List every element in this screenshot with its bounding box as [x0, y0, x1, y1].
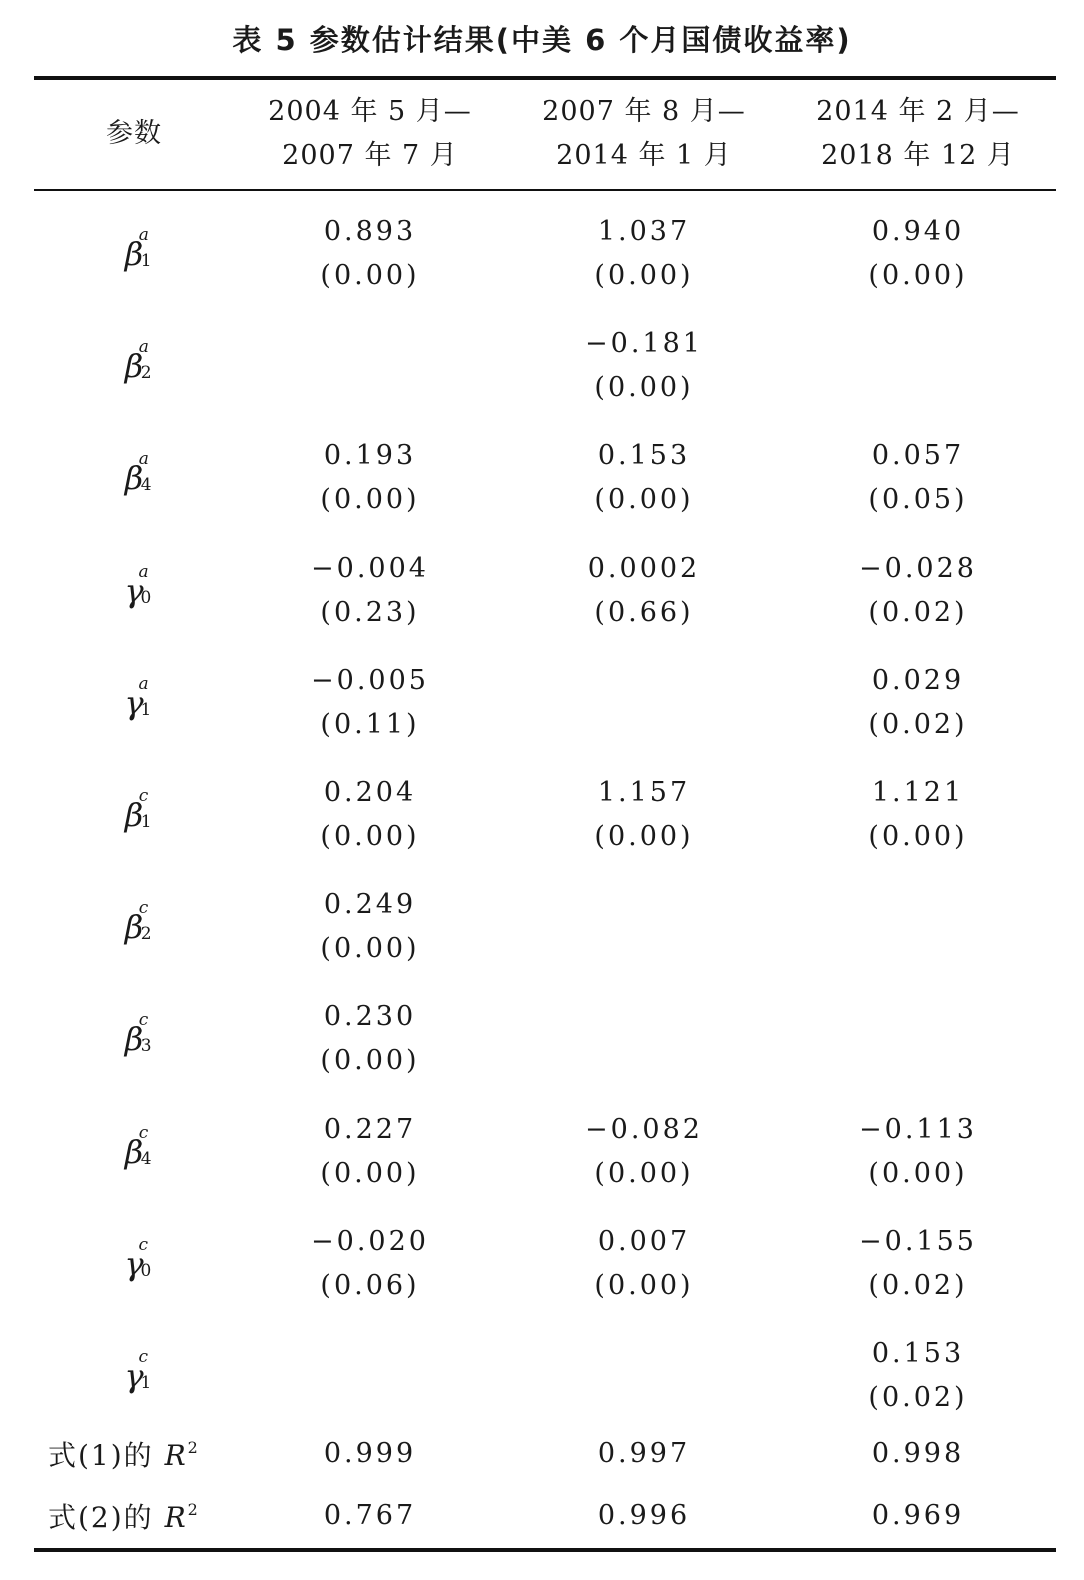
header-period-2-end: 2014 年 1 月: [556, 140, 732, 171]
param-symbol: [34, 198, 234, 310]
param-symbol-base: γ: [124, 1244, 144, 1283]
coefficient-value: −0.113: [859, 1113, 977, 1145]
param-symbol-subscript: 1: [140, 812, 152, 832]
coefficient-value: −0.028: [859, 552, 977, 584]
r-squared-2-value-2: 0.996: [597, 1500, 691, 1531]
param-symbol-superscript: a: [138, 225, 149, 245]
param-row: [34, 983, 1056, 1095]
param-symbol-subscript: 2: [140, 924, 152, 945]
estimate-cell: [236, 434, 504, 522]
p-value: (0.00): [320, 933, 420, 965]
param-symbol: [34, 871, 234, 983]
estimate-cell: [236, 995, 504, 1083]
header-period-1-start: 2004 年 5 月—: [268, 96, 472, 127]
coefficient-value: 1.037: [597, 216, 691, 247]
estimate-cell: [784, 434, 1052, 522]
estimate-cell: [510, 210, 778, 298]
param-symbol: [34, 759, 234, 871]
param-row: [34, 759, 1056, 871]
estimate-cell: [510, 1220, 778, 1308]
param-symbol-base: γ: [124, 1357, 144, 1395]
param-row: [34, 1320, 1056, 1432]
param-symbol-base: γ: [124, 683, 144, 722]
p-value: (0.00): [320, 484, 420, 516]
param-row: [34, 422, 1056, 534]
p-value: (0.00): [594, 260, 694, 291]
estimate-cell: [510, 547, 778, 635]
coefficient-value: 0.940: [871, 216, 965, 247]
param-symbol-subscript: 1: [140, 699, 152, 720]
coefficient-value: 0.007: [597, 1225, 691, 1257]
r-squared-1-value-3: 0.998: [871, 1438, 965, 1469]
coefficient-value: 0.153: [597, 440, 691, 472]
coefficient-value: 0.057: [871, 440, 965, 472]
param-symbol-superscript: a: [138, 673, 149, 694]
coefficient-value: 0.249: [323, 889, 417, 921]
param-symbol-base: γ: [124, 571, 144, 610]
p-value: (0.00): [868, 821, 968, 852]
param-symbol-subscript: 1: [140, 1373, 152, 1393]
header-period-1-end: 2007 年 7 月: [282, 140, 458, 171]
coefficient-value: 1.157: [597, 777, 691, 808]
p-value: (0.00): [594, 484, 694, 516]
param-symbol-superscript: c: [138, 786, 149, 806]
r-squared-label-1: 式(1)的 $R^2$: [48, 1438, 200, 1472]
r-squared-row-1: [34, 1426, 1056, 1486]
param-symbol-subscript: 0: [140, 587, 152, 608]
p-value: (0.00): [594, 1269, 694, 1301]
coefficient-value: 0.0002: [587, 552, 701, 584]
param-symbol-superscript: c: [138, 1234, 148, 1255]
param-symbol-subscript: 3: [140, 1036, 152, 1057]
param-symbol: [34, 1096, 234, 1208]
coefficient-value: −0.082: [585, 1113, 703, 1145]
estimate-cell: [236, 659, 504, 747]
r-squared-1-value-2: 0.997: [597, 1438, 691, 1469]
param-row: [34, 535, 1056, 647]
p-value: (0.02): [868, 596, 968, 628]
header-period-3-start: 2014 年 2 月—: [816, 96, 1020, 127]
param-row: [34, 871, 1056, 983]
coefficient-value: 0.230: [323, 1001, 417, 1033]
estimate-cell: [784, 1108, 1052, 1196]
estimate-cell: [784, 1220, 1052, 1308]
p-value: (0.00): [320, 260, 420, 291]
header-rule: [34, 189, 1056, 191]
coefficient-value: 0.893: [323, 216, 417, 247]
coefficient-value: 1.121: [871, 777, 965, 808]
header-period-1: [236, 90, 504, 178]
param-row: [34, 647, 1056, 759]
param-symbol-base: β: [124, 908, 144, 947]
header-period-2: [510, 90, 778, 178]
table-title: 表 5 参数估计结果(中美 6 个月国债收益率): [232, 23, 852, 57]
coefficient-value: 0.204: [323, 777, 417, 808]
coefficient-value: 0.029: [871, 664, 965, 696]
coefficient-value: −0.181: [585, 328, 703, 360]
param-symbol-subscript: 0: [140, 1260, 152, 1281]
estimate-cell: [510, 434, 778, 522]
r-squared-2-value-3: 0.969: [871, 1500, 965, 1531]
p-value: (0.00): [320, 1045, 420, 1077]
estimate-cell: [236, 547, 504, 635]
p-value: (0.00): [868, 260, 968, 291]
param-symbol: [34, 422, 234, 534]
param-row: [34, 198, 1056, 310]
header-period-2-start: 2007 年 8 月—: [542, 96, 746, 127]
r-squared-row-2: [34, 1488, 1056, 1548]
param-row: [34, 1096, 1056, 1208]
estimate-cell: [236, 883, 504, 971]
header-param: 参数: [106, 118, 162, 149]
param-symbol: [34, 535, 234, 647]
p-value: (0.05): [868, 484, 968, 516]
estimate-cell: [236, 1108, 504, 1196]
param-symbol: [34, 983, 234, 1095]
p-value: (0.00): [594, 821, 694, 852]
p-value: (0.02): [868, 1382, 968, 1413]
param-symbol-base: β: [124, 347, 144, 386]
estimate-cell: [784, 210, 1052, 298]
p-value: (0.23): [320, 596, 420, 628]
p-value: (0.00): [868, 1157, 968, 1189]
param-row: [34, 1208, 1056, 1320]
coefficient-value: −0.155: [859, 1225, 977, 1257]
param-symbol-base: β: [124, 796, 144, 834]
param-symbol-superscript: a: [138, 337, 149, 358]
param-symbol: [34, 310, 234, 422]
param-symbol-superscript: a: [138, 449, 149, 470]
estimate-cell: [784, 547, 1052, 635]
p-value: (0.11): [320, 708, 420, 740]
p-value: (0.00): [594, 1157, 694, 1189]
coefficient-value: −0.004: [311, 552, 429, 584]
r-squared-1-value-1: 0.999: [323, 1438, 417, 1469]
estimate-cell: [236, 771, 504, 859]
estimate-cell: [784, 771, 1052, 859]
param-symbol-superscript: c: [138, 1122, 149, 1143]
coefficient-value: 0.153: [871, 1338, 965, 1369]
coefficient-value: −0.020: [311, 1225, 429, 1257]
param-symbol: [34, 647, 234, 759]
coefficient-value: 0.193: [323, 440, 417, 472]
param-row: [34, 310, 1056, 422]
param-symbol-superscript: c: [138, 1347, 148, 1367]
r-squared-label-2: 式(2)的 $R^2$: [48, 1500, 200, 1534]
param-symbol: [34, 1320, 234, 1432]
param-symbol-subscript: 2: [140, 363, 152, 384]
p-value: (0.06): [320, 1269, 420, 1301]
param-symbol-superscript: c: [138, 898, 149, 919]
p-value: (0.66): [594, 596, 694, 628]
p-value: (0.02): [868, 1269, 968, 1301]
param-symbol-base: β: [124, 1132, 144, 1171]
coefficient-value: 0.227: [323, 1113, 417, 1145]
param-symbol-subscript: 4: [140, 475, 152, 496]
param-symbol-subscript: 1: [140, 251, 152, 271]
p-value: (0.00): [594, 372, 694, 404]
estimate-cell: [510, 322, 778, 410]
param-symbol-base: β: [124, 235, 144, 273]
r-squared-2-value-1: 0.767: [323, 1500, 417, 1531]
param-symbol-base: β: [124, 1020, 144, 1059]
param-symbol-subscript: 4: [140, 1148, 152, 1169]
header-period-3-end: 2018 年 12 月: [821, 140, 1015, 171]
param-symbol-base: β: [124, 459, 144, 498]
estimate-cell: [236, 1220, 504, 1308]
estimate-cell: [236, 210, 504, 298]
estimate-cell: [784, 659, 1052, 747]
p-value: (0.00): [320, 1157, 420, 1189]
p-value: (0.00): [320, 821, 420, 852]
top-rule: [34, 76, 1056, 80]
param-symbol-superscript: a: [138, 561, 149, 582]
param-symbol-superscript: c: [138, 1010, 149, 1031]
bottom-rule: [34, 1548, 1056, 1552]
param-symbol: [34, 1208, 234, 1320]
p-value: (0.02): [868, 708, 968, 740]
coefficient-value: −0.005: [311, 664, 429, 696]
estimate-cell: [784, 1332, 1052, 1420]
estimate-cell: [510, 771, 778, 859]
header-period-3: [784, 90, 1052, 178]
estimate-cell: [510, 1108, 778, 1196]
